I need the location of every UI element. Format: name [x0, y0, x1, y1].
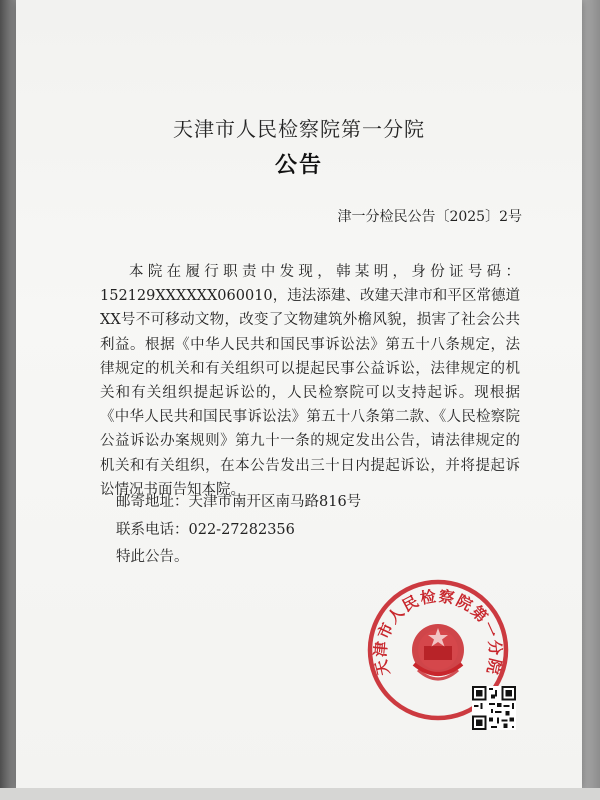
background-bottom [0, 788, 600, 800]
seal-text: 天津市人民检察院第一分院 [370, 586, 506, 678]
notice-title: 公告 [274, 152, 323, 178]
mailing-address: 邮寄地址：天津市南开区南马路816号 [116, 494, 362, 510]
contact-phone: 联系电话：022-27282356 [116, 522, 295, 538]
org-title: 天津市人民检察院第一分院 [173, 117, 425, 141]
qr-code-icon [472, 686, 516, 730]
closing-remark: 特此公告。 [116, 549, 189, 565]
notice-body-paragraph: 本院在履行职责中发现，韩某明，身份证号码：152129XXXXXX060010，违法添建、改建天津市和平区常德道XX号不可移动文物，改变了文物建筑外檐风貌，损害了社会公共利益。根据《中华人民共和国民事诉讼法》第五十八条规定，法律规定的机关和有关组织可以提起民事公益诉讼，法律规定的机关和有关组织提起诉讼的，人民检察院可以支持起诉。现根据《中华人民共和国民事诉讼法》第五十八条第二款、《人民检察院公益诉讼办案规则》第九十一条的规定发出公告，请法律规定的机关和有关组织，在本公告发出三十日内提起诉讼，并将提起诉讼情况书面告知本院。 [100, 264, 520, 498]
document-page [16, 0, 582, 790]
document-number: 津一分检民公告〔2025〕2号 [337, 209, 522, 225]
